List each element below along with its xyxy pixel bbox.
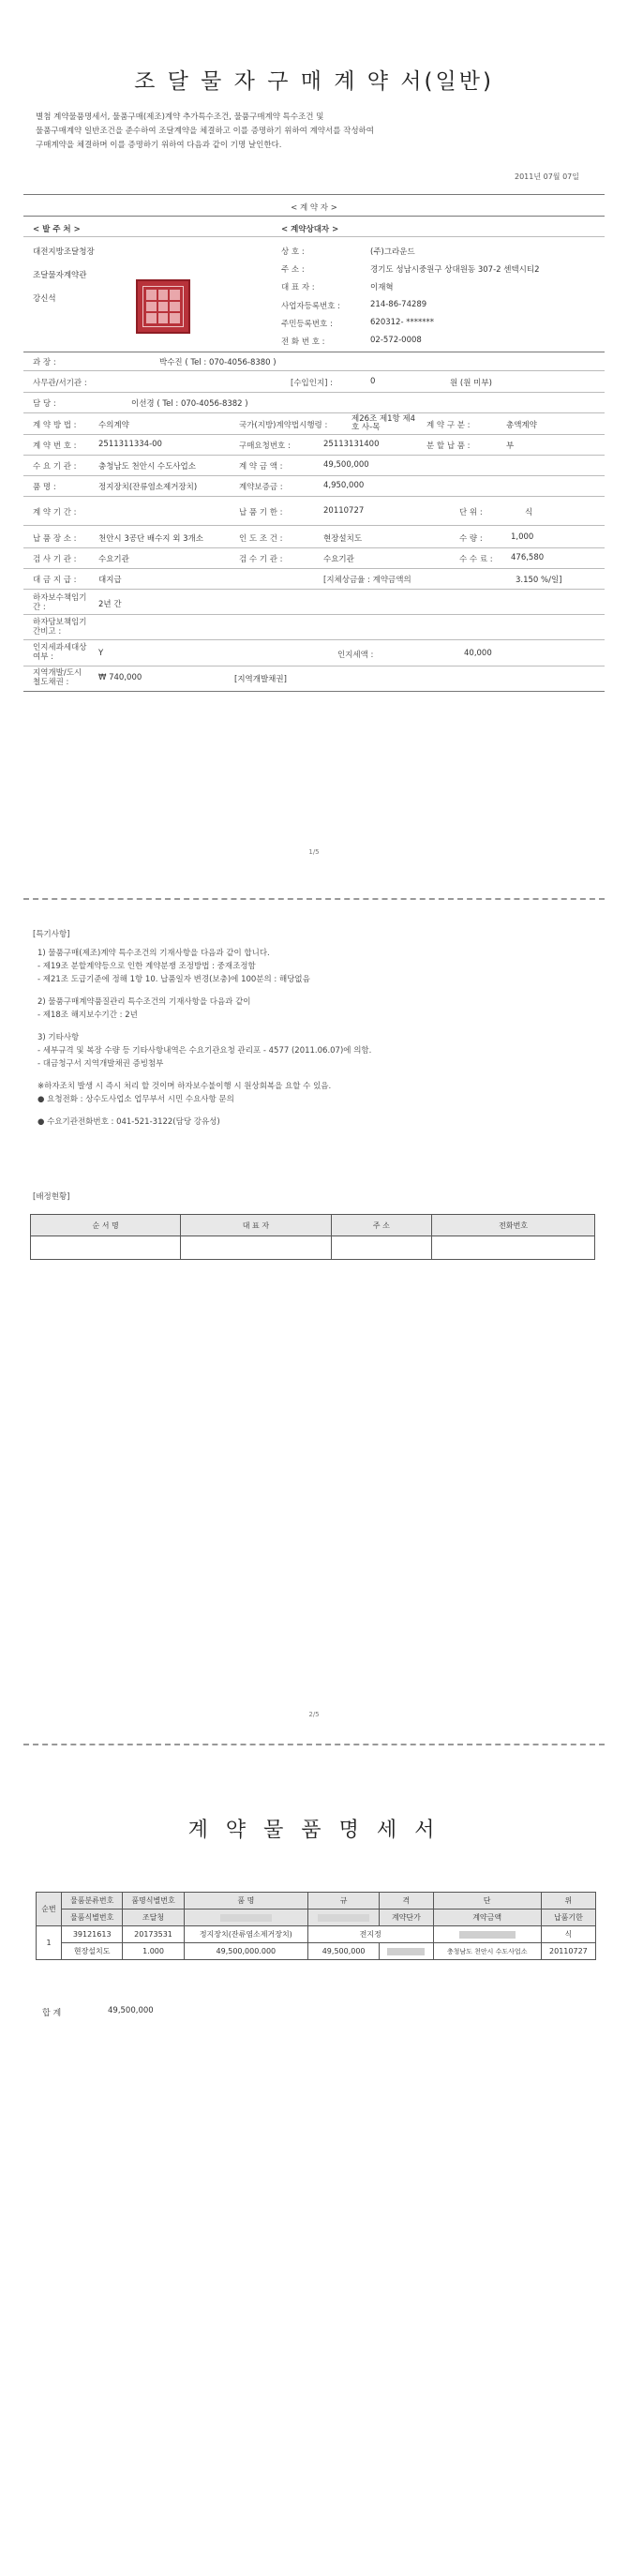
intro-line: 별첨 계약물품명세서, 물품구매(제조)계약 추가특수조건, 물품구매계약 특수조건 및 [36,112,324,122]
note-line: - 제21조 도급기준에 정해 1항 10. 납품일자 변경(보충)에 100분의 : 해당없음 [37,975,310,984]
contractor-ceo: 이재혁 [370,283,394,292]
delivery-cell [432,1236,595,1260]
split-value: 부 [506,442,515,451]
item-amount: 49,500,000 [307,1943,379,1960]
note-line: ※하자조치 발생 시 즉시 처리 할 것이며 하자보수불이행 시 원상회복을 요할 수 있음. [37,1082,332,1091]
contract-title: 조 달 물 자 구 매 계 약 서(일반) [134,69,494,94]
local-note: [지역개발채권] [234,675,287,684]
office-label: 사무관/서기관 : [33,379,87,388]
items-header: 물품식별번호 [62,1910,123,1926]
request-no-value: 25113131400 [323,440,380,449]
item-smudge [380,1943,433,1960]
total-value: 49,500,000 [108,2006,154,2015]
item-class-no: 39121613 [62,1926,123,1943]
contract-date: 2011년 07월 07일 [515,172,579,181]
divider [23,568,605,569]
demand-label: 수 요 기 관 : [33,462,77,472]
period-label: 계 약 기 간 : [33,508,77,517]
note-line: ● 요청전화 : 상수도사업소 업무부서 시민 수요사항 문의 [37,1095,234,1104]
total-label: 합 계 [42,2009,62,2018]
note-line: ● 수요기관전화번호 : 041-521-3122(담당 강유성) [37,1117,220,1127]
page-break [23,898,605,900]
item-deadline: 20110727 [541,1943,595,1960]
fee-label: 수 수 료 : [459,555,493,564]
divider [23,639,605,640]
items-header: 계약단가 [380,1910,433,1926]
divider [23,589,605,590]
contractor-field-label: 전 화 번 호 : [281,337,325,347]
local-label: 지역개발/도시철도채권 : [33,668,82,687]
method-value: 수의계약 [98,421,129,430]
divider [23,496,605,497]
orderer-line: 대전지방조달청장 [33,247,95,257]
notes-title: [특기사항] [33,930,70,939]
orderer-line: 조달물자계약관 [33,271,87,280]
page-number: 2/5 [308,1711,320,1718]
items-header: 규 [307,1893,379,1910]
contract-party-header: < 계 약 자 > [291,203,337,213]
note-line: - 세부규격 및 복장 수량 등 기타사항내역은 수요기관요청 관리포 - 4577 (2011.06.07)에 의함. [37,1046,372,1056]
items-header: 위 [541,1893,595,1910]
inspect-label: 검 사 기 관 : [33,555,77,564]
spec-title: 계 약 물 품 명 세 서 [187,1819,441,1842]
ref-label: 국가(지방)계약법시행령 : [239,421,328,430]
split-label: 분 할 납 품 : [426,442,471,451]
notes-list [37,947,600,1129]
tax-label: 인지세액 : [337,651,374,660]
payment-label: 대 금 지 급 : [33,576,77,585]
item-unit: 식 [541,1926,595,1943]
divider [23,475,605,476]
contractor-name: (주)그라운드 [370,247,415,257]
delivery-col-header: 순 서 명 [31,1215,181,1236]
method-label: 계 약 방 법 : [33,421,77,430]
contractor-phone: 02-572-0008 [370,336,422,345]
item-qty: 1.000 [123,1943,184,1960]
items-header: 단 [433,1893,541,1910]
intro-line: 구매계약을 체결하며 이를 증명하기 위하여 다음과 같이 기명 날인한다. [36,141,282,150]
contractor-address: 경기도 성남시중원구 상대원동 307-2 센텍시티2 [370,265,540,275]
cond-value: 현장설치도 [323,534,363,544]
qty-label: 수 량 : [459,534,483,544]
contractor-field-label: 사업자등록번호 : [281,302,341,311]
delivery-col-header: 전화번호 [432,1215,595,1236]
contract-no-label: 계 약 번 호 : [33,442,77,451]
items-header: 물품분류번호 [62,1893,123,1910]
item-place: 충청남도 천안시 수도사업소 [433,1943,541,1960]
divider [23,392,605,393]
demand-value: 충청남도 천안시 수도사업소 [98,462,196,472]
note-line: 3) 기타사항 [37,1033,80,1042]
place-label: 납 품 장 소 : [33,534,77,544]
note-line: - 대금청구서 지역개발채권 증빙첨부 [37,1059,164,1069]
kind-label: 계 약 구 분 : [426,421,471,430]
item-label: 품 명 : [33,483,56,492]
contractor-field-label: 상 호 : [281,247,305,257]
items-header: 격 [380,1893,433,1910]
delivery-table [30,1214,595,1260]
page-number: 1/5 [308,848,320,856]
items-header: 계약금액 [433,1910,541,1926]
request-no-label: 구매요청번호 : [239,442,291,451]
delivery-col-header: 주 소 [331,1215,432,1236]
officer-label: 담 당 : [33,399,56,409]
deposit-value: 4,950,000 [323,481,365,490]
contract-no-value: 2511311334-00 [98,440,162,449]
divider [23,370,605,371]
note-line: 2) 물품구매계약품질관리 특수조건의 기재사항을 다음과 같이 [37,997,251,1007]
fee-value: 476,580 [511,553,545,562]
deposit-label: 계약보증금 : [239,483,283,492]
orderer-line: 강신석 [33,294,56,304]
item-value: 정지장치(잔류염소제거장치) [98,483,198,492]
page-break [23,1744,605,1745]
inspect-value: 수요기관 [98,555,129,564]
kind-value: 총액계약 [506,421,537,430]
item-install: 현장설치도 [62,1943,123,1960]
intro-text [36,111,561,153]
pollution-value: Y [98,649,104,658]
local-value: ₩ 740,000 [98,673,142,682]
stamp-value: 0 [370,377,376,386]
stamp-label: [수입인지] : [291,379,334,388]
check-label: 검 수 기 관 : [239,555,283,564]
officer-value: 이선경 ( Tel : 070-4056-8382 ) [131,399,248,409]
items-header: 납품기한 [541,1910,595,1926]
note-line: 1) 물품구매(제조)계약 특수조건의 기재사항을 다음과 같이 합니다. [37,949,270,958]
contractor-resident-no: 620312- ******* [370,318,434,327]
delivery-cell [331,1236,432,1260]
check-value: 수요기관 [323,555,354,564]
item-name: 정지장치(잔류염소제거장치) [184,1926,307,1943]
unit-label: 단 위 : [459,508,483,517]
contractor-biz-no: 214-86-74289 [370,300,427,309]
cond-label: 인 도 조 건 : [239,534,283,544]
note-line: - 제18조 해지보수기간 : 2년 [37,1011,138,1020]
pollution-label: 인지세과세대상여부 : [33,643,87,662]
item-seq: 1 [37,1926,62,1960]
stamp-unit: 원 (원 미부) [450,379,492,388]
divider [23,525,605,526]
items-header [307,1910,379,1926]
items-header: 품 명 [184,1893,307,1910]
note-line: - 제19조 분할계약등으로 인한 계약분쟁 조정방법 : 중재조정함 [37,962,256,971]
items-table [36,1892,596,1960]
divider [23,434,605,435]
delivery-cell [31,1236,181,1260]
delivery-value: 20110727 [323,506,365,516]
delivery-status-header: [배정현황] [33,1192,70,1202]
tax-value: 40,000 [464,649,492,658]
items-header [184,1910,307,1926]
manager-label: 과 장 : [33,358,56,367]
divider [23,614,605,615]
payment-value: 대지급 [98,576,122,585]
delivery-col-header: 대 표 자 [181,1215,331,1236]
manager-value: 박수진 ( Tel : 070-4056-8380 ) [159,358,277,367]
ref-value: 제26조 제1항 제4호 사-목 [351,414,416,432]
official-seal [136,279,190,334]
item-price: 49,500,000.000 [184,1943,307,1960]
amount-value: 49,500,000 [323,460,369,470]
divider [23,412,605,413]
delivery-label: 납 품 기 한 : [239,508,283,517]
divider [23,691,605,692]
warranty-rate-label: 하자담보책임기간비고 : [33,618,87,637]
seq-header: 순번 [37,1893,62,1926]
delivery-cell [181,1236,331,1260]
divider [23,236,605,237]
item-spec: 전지정 [307,1926,433,1943]
divider [23,455,605,456]
intro-line: 물품구매계약 일반조건을 준수하여 조달계약을 체결하고 이를 증명하기 위하여 계약서를 작성하여 [36,127,374,136]
divider [23,547,605,548]
fee-rate-value: 3.150 %/일] [516,576,562,585]
place-value: 천안시 3공단 배수지 외 3개소 [98,534,203,544]
amount-label: 계 약 금 액 : [239,462,283,472]
contractor-field-label: 주 소 : [281,265,305,275]
item-smudge [433,1926,541,1943]
divider [23,216,605,217]
contractor-header: < 계약상대자 > [281,225,339,234]
unit-value: 식 [525,508,533,517]
divider [23,194,605,195]
items-header: 조달청 [123,1910,184,1926]
item-ident-no: 20173531 [123,1926,184,1943]
warranty-value: 2년 간 [98,600,122,609]
contractor-field-label: 주민등록번호 : [281,320,333,329]
orderer-header: < 발 주 처 > [33,225,81,234]
qty-value: 1,000 [511,532,534,542]
items-header: 품명식별번호 [123,1893,184,1910]
warranty-label: 하자보수책임기간 : [33,593,87,612]
fee-rate-label: [지체상금율 : 계약금액의 [323,576,411,585]
contractor-field-label: 대 표 자 : [281,283,315,292]
